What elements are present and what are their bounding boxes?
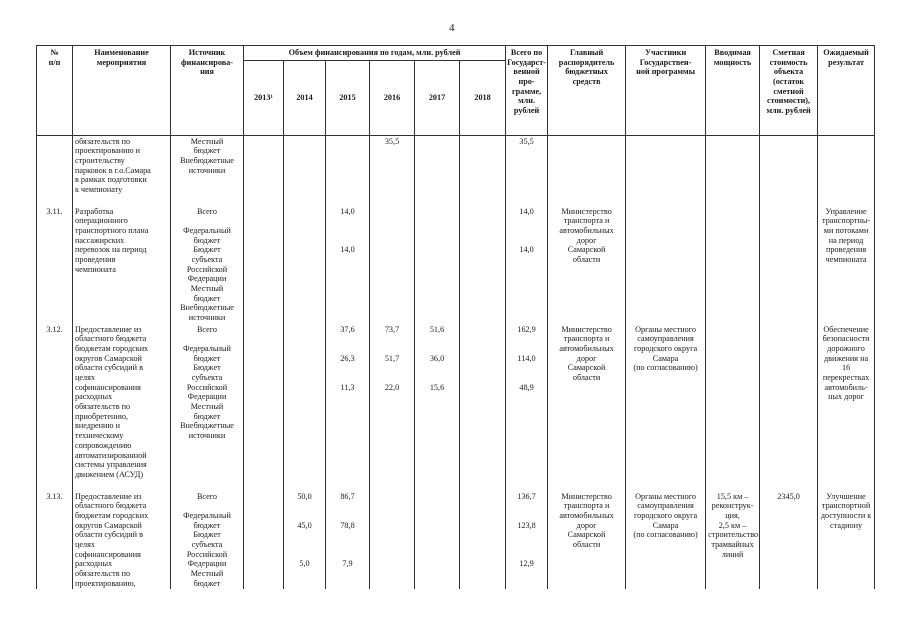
cell-2015: 14,0 14,0 xyxy=(326,206,370,324)
cell-2018 xyxy=(460,491,506,590)
cell-2016: 35,5 xyxy=(370,135,415,196)
cell-manager: Министерство транспорта и автомобильных дорог Самарской области xyxy=(548,491,626,590)
header-year-2014: 2014 xyxy=(284,60,326,135)
header-name: Наименование мероприятия xyxy=(73,46,171,136)
row-source: Всего Федеральный бюджет Бюджет субъекта Российской Федерации Местный бюджет xyxy=(171,491,244,590)
row-name: обязательств по проектированию и строительству парковок в г.о.Самара в рамках подготовки к чемпионату xyxy=(73,135,171,196)
row-name: Разработка операционного транспортного плана пассажирских перевозок на период проведения чемпионата xyxy=(73,206,171,324)
row-source: Всего Федеральный бюджет Бюджет субъекта Российской Федерации Местный бюджет Внебюджетные источники xyxy=(171,324,244,481)
cell-2018 xyxy=(460,324,506,481)
row-name: Предоставление из областного бюджета бюджетам городских округов Самарской области субсидий в целях софинансирования расходных обязательств по проектированию, xyxy=(73,491,171,590)
header-num: № п/п xyxy=(37,46,73,136)
cell-2014 xyxy=(284,135,326,196)
cell-cost xyxy=(760,135,818,196)
header-manager: Главный распорядитель бюджетных средств xyxy=(548,46,626,136)
cell-result: Улучшение транспортной доступности к стадиону xyxy=(818,491,875,590)
cell-2013 xyxy=(244,491,284,590)
table-row xyxy=(37,491,875,590)
row-num: 3.12. xyxy=(37,324,73,481)
cell-result xyxy=(818,135,875,196)
header-cost: Сметная стоимость объекта (остаток сметной стоимости), млн. рублей xyxy=(760,46,818,136)
table-row xyxy=(37,135,875,196)
cell-cost: 2345,0 xyxy=(760,491,818,590)
cell-capacity xyxy=(706,135,760,196)
header-year-2018: 2018 xyxy=(460,60,506,135)
header-result: Ожидаемый результат xyxy=(818,46,875,136)
cell-2013 xyxy=(244,324,284,481)
page-number: 4 xyxy=(449,22,455,34)
cell-total: 35,5 xyxy=(506,135,548,196)
header-year-2013: 2013¹ xyxy=(244,60,284,135)
cell-2013 xyxy=(244,135,284,196)
row-source: Всего Федеральный бюджет Бюджет субъекта Российской Федерации Местный бюджет Внебюджетные источники xyxy=(171,206,244,324)
cell-2017 xyxy=(415,135,460,196)
cell-manager: Министерство транспорта и автомобильных дорог Самарской области xyxy=(548,206,626,324)
cell-2016: 73,7 51,7 22,0 xyxy=(370,324,415,481)
header-year-2016: 2016 xyxy=(370,60,415,135)
cell-2015: 86,7 78,8 7,9 xyxy=(326,491,370,590)
cell-manager xyxy=(548,135,626,196)
cell-2016 xyxy=(370,491,415,590)
table-row xyxy=(37,324,875,481)
header-capacity: Вводимая мощность xyxy=(706,46,760,136)
cell-2014 xyxy=(284,324,326,481)
cell-manager: Министерство транспорта и автомобильных дорог Самарской области xyxy=(548,324,626,481)
row-name: Предоставление из областного бюджета бюджетам городских округов Самарской области субсидий в целях софинансирования расходных обязательств по приобретению, внедрению и техническому сопровождению автоматизированной системы управления движением (АСУД) xyxy=(73,324,171,481)
cell-2014: 50,0 45,0 5,0 xyxy=(284,491,326,590)
row-gap xyxy=(37,196,875,206)
cell-2017: 51,6 36,0 15,6 xyxy=(415,324,460,481)
cell-total: 136,7 123,8 12,9 xyxy=(506,491,548,590)
header-source: Источник финансирова- ния xyxy=(171,46,244,136)
cell-result: Управление транспортны- ми потоками на период проведения чемпионата xyxy=(818,206,875,324)
header-year-2015: 2015 xyxy=(326,60,370,135)
row-source: Местный бюджет Внебюджетные источники xyxy=(171,135,244,196)
row-num xyxy=(37,135,73,196)
cell-participants xyxy=(626,135,706,196)
header-year-2017: 2017 xyxy=(415,60,460,135)
row-num: 3.11. xyxy=(37,206,73,324)
cell-2015 xyxy=(326,135,370,196)
cell-cost xyxy=(760,324,818,481)
cell-participants: Органы местного самоуправления городского округа Самара (по согласованию) xyxy=(626,324,706,481)
row-num: 3.13. xyxy=(37,491,73,590)
cell-2018 xyxy=(460,206,506,324)
cell-cost xyxy=(760,206,818,324)
cell-result: Обеспечение безопасности дорожного движения на 16 перекрестках автомобиль- ных дорог xyxy=(818,324,875,481)
cell-capacity: 15,5 км – реконструк- ция, 2,5 км – строительство трамвайных линий xyxy=(706,491,760,590)
cell-2015: 37,6 26,3 11,3 xyxy=(326,324,370,481)
cell-2017 xyxy=(415,491,460,590)
header-row xyxy=(37,46,875,61)
header-participants: Участники Государствен- ной программы xyxy=(626,46,706,136)
header-volume: Объем финансирования по годам, млн. рублей xyxy=(244,46,506,61)
cell-total: 14,0 14,0 xyxy=(506,206,548,324)
cell-2018 xyxy=(460,135,506,196)
cell-total: 162,9 114,0 48,9 xyxy=(506,324,548,481)
cell-2016 xyxy=(370,206,415,324)
cell-2013 xyxy=(244,206,284,324)
cell-capacity xyxy=(706,324,760,481)
cell-participants: Органы местного самоуправления городского округа Самара (по согласованию) xyxy=(626,491,706,590)
cell-2014 xyxy=(284,206,326,324)
financing-table xyxy=(36,45,875,589)
cell-participants xyxy=(626,206,706,324)
table-row xyxy=(37,206,875,324)
row-gap xyxy=(37,481,875,491)
cell-capacity xyxy=(706,206,760,324)
header-total: Всего по Государст- венной про- грамме, млн. рублей xyxy=(506,46,548,136)
cell-2017 xyxy=(415,206,460,324)
